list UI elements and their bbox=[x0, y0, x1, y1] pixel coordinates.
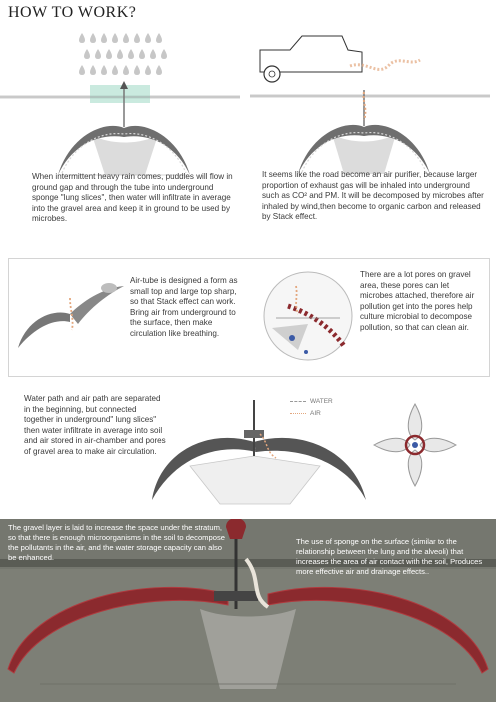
raindrop-icon bbox=[134, 65, 140, 75]
raindrop-icon bbox=[150, 49, 156, 59]
raindrop-icon bbox=[112, 65, 118, 75]
microbe-icon bbox=[289, 335, 295, 341]
rain-illustration bbox=[0, 25, 240, 195]
raindrop-icon bbox=[123, 65, 129, 75]
raindrop-icon bbox=[156, 33, 162, 43]
legend-water: WATER bbox=[310, 398, 333, 405]
top-view-illustration bbox=[370, 400, 460, 490]
raindrop-icon bbox=[79, 33, 85, 43]
raindrop-icon bbox=[156, 65, 162, 75]
air-description: It seems like the road become an air purifier, because larger proportion of exhaust gas will be inhaled into underground such as CO² and PM. It will be decomposed by microbes after inhaled by wind,then become to organic carbon and released by Stack effect. bbox=[262, 170, 484, 222]
raindrop-icon bbox=[112, 33, 118, 43]
legend-air: AIR bbox=[310, 410, 321, 417]
pores-description: There are a lot pores on gravel area, these pores can let microbes attached, therefore air pollution get into the pores help culture microbial to decompose pollution, so that can clean air. bbox=[360, 270, 475, 332]
raindrop-icon bbox=[145, 65, 151, 75]
raindrop-icon bbox=[145, 33, 151, 43]
raindrop-icon bbox=[139, 49, 145, 59]
raindrop-icon bbox=[79, 65, 85, 75]
raindrop-icon bbox=[90, 65, 96, 75]
raindrop-icon bbox=[123, 33, 129, 43]
raindrop-icon bbox=[90, 33, 96, 43]
pores-illustration bbox=[258, 266, 358, 366]
raindrops bbox=[79, 33, 167, 75]
ground-section-panel bbox=[0, 519, 496, 702]
rain-description: When intermittent heavy rain comes, puddles will flow in ground gap and through the tube into underground sponge "lung slices", then water will infiltrate in average into the gravel area and keep it in ground to be used by microbes. bbox=[32, 172, 233, 224]
raindrop-icon bbox=[117, 49, 123, 59]
sponge-description: The use of sponge on the surface (similar to the relationship between the lung and the alveoli) that increases the area of air contact with the soil, Produces more effective air and drainage effects.. bbox=[296, 537, 483, 576]
puddle bbox=[90, 85, 150, 103]
raindrop-icon bbox=[95, 49, 101, 59]
page-title: HOW TO WORK? bbox=[8, 4, 137, 21]
raindrop-icon bbox=[84, 49, 90, 59]
air-tube-description: Air-tube is designed a form as small top and large top sharp, so that Stack effect can work. Bring air from underground to the surface, then make circulation like breathing. bbox=[130, 276, 238, 338]
gravel-block bbox=[190, 456, 320, 504]
raindrop-icon bbox=[101, 33, 107, 43]
path-description: Water path and air path are separated in the beginning, but connected together in underground" lung slices" then water infiltrate in average into soil and air stored in air-chamber and pores of gravel area to make air circulation. bbox=[24, 394, 166, 456]
raindrop-icon bbox=[106, 49, 112, 59]
raindrop-icon bbox=[161, 49, 167, 59]
raindrop-icon bbox=[101, 65, 107, 75]
raindrop-icon bbox=[128, 49, 134, 59]
gravel-description: The gravel layer is laid to increase the space under the stratum, so that there is enough microorganisms in the soil to decompose the pollutants in the air, and the water storage capacity can also be enhanced. bbox=[8, 523, 225, 562]
gravel-cone bbox=[92, 135, 158, 175]
car-illustration bbox=[250, 20, 490, 190]
raindrop-icon bbox=[134, 33, 140, 43]
air-tube-illustration bbox=[14, 268, 129, 363]
lung-slice-3d-illustration bbox=[150, 400, 370, 510]
